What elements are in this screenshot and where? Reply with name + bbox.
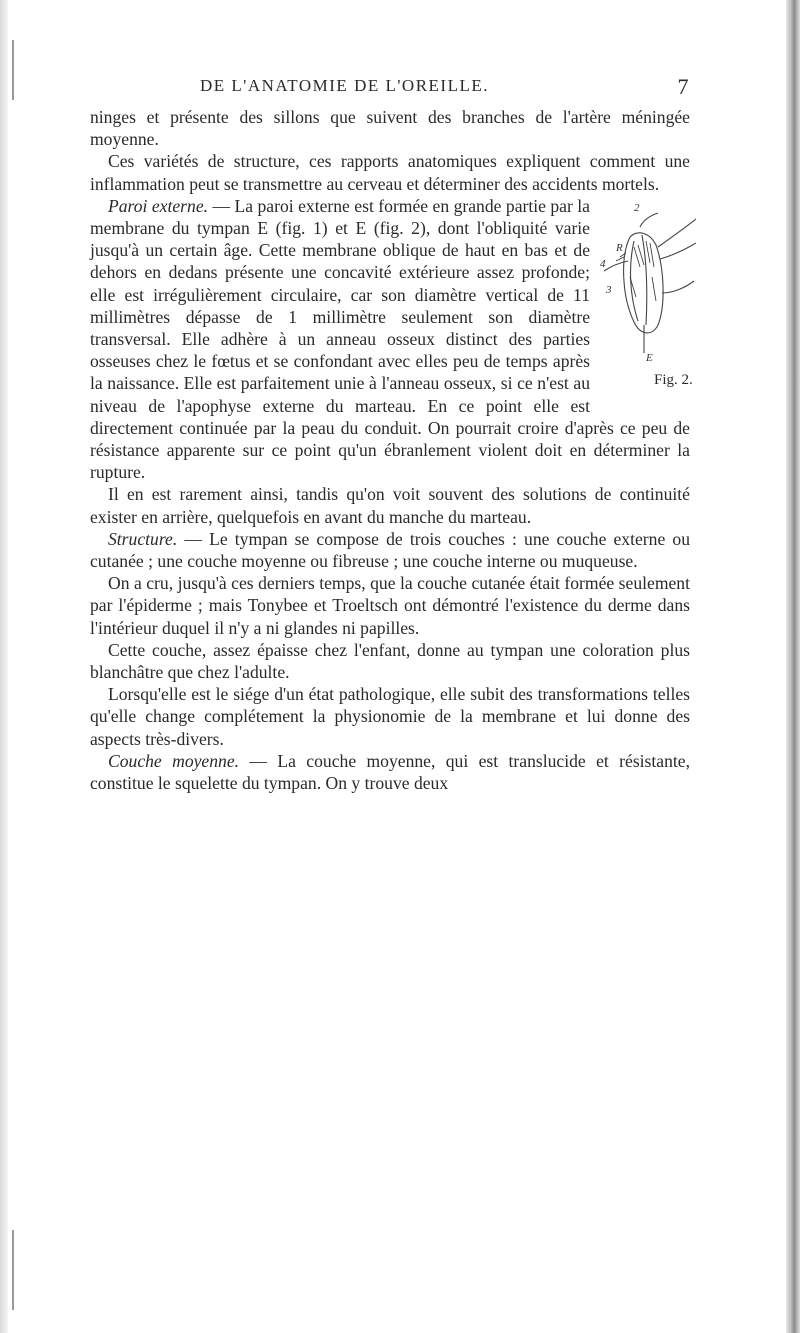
scan-rule-top bbox=[12, 40, 14, 100]
body-text bbox=[90, 106, 693, 794]
paragraph-8: Lorsqu'elle est le siége d'un état pathologique, elle subit des transformations telles qu'elle change complétement la physionomie de la membrane et lui donne des aspects très-divers. bbox=[90, 684, 690, 749]
page-number: 7 bbox=[677, 74, 690, 99]
label-3: 3 bbox=[606, 283, 612, 296]
label-e: E bbox=[646, 351, 653, 364]
running-title: DE L'ANATOMIE DE L'OREILLE. bbox=[200, 76, 489, 95]
paragraph-4: Il en est rarement ainsi, tandis qu'on voit souvent des solutions de continuité exister en arrière, quelquefois en avant du manche du marteau. bbox=[90, 484, 690, 527]
book-page bbox=[90, 74, 693, 794]
paragraph-5-text: — Le tympan se compose de trois couches : une couche externe ou cutanée ; une couche moyenne ou fibreuse ; une couche interne ou muqueuse. bbox=[90, 528, 690, 572]
paragraph-3-text: — La paroi externe est formée en grande partie par la membrane du tympan E (fig. 1) et E (fig. 2), dont l'obliquité varie jusqu'à un certain âge. Cette membrane oblique de haut en bas et de dehors en dedans présente une concavité extérieure assez profonde; elle est irrégulièrement circulaire, car son diamètre vertical de 11 millimètres dépasse de 1 millimètre seulement son diamètre transversal. Elle adhère à un anneau osseux distinct des parties osseuses chez le fœtus et se confondant avec elles peu de temps après la naissance. Elle est parfaitement unie à l'anneau osseux, si ce n'est au niveau de l'apophyse externe du marteau. En ce point elle est directement continuée par la peau du conduit. On pourrait croire d'après ce peu de résistance apparente sur ce point qu'un ébranlement violent doit en déterminer la rupture. bbox=[90, 195, 690, 483]
figure-2 bbox=[600, 197, 696, 397]
paragraph-5 bbox=[90, 528, 690, 572]
label-2: 2 bbox=[634, 201, 640, 214]
paragraph-9-text: — La couche moyenne, qui est translucide et résistante, constitue le squelette du tympan. On y trouve deux bbox=[90, 750, 690, 794]
paroi-externe-section bbox=[90, 195, 693, 484]
section-title-couche-moyenne: Couche moyenne. bbox=[108, 750, 240, 771]
scan-edge-right bbox=[786, 0, 800, 1333]
running-head bbox=[90, 76, 690, 104]
paragraph-7: Cette couche, assez épaisse chez l'enfant, donne au tympan une coloration plus blanchâtre que chez l'adulte. bbox=[90, 639, 690, 683]
paragraph-6: On a cru, jusqu'à ces derniers temps, que la couche cutanée était formée seulement par l'épiderme ; mais Tonybee et Troeltsch ont démontré l'existence du derme dans l'intérieur duquel il n'y a ni glandes ni papilles. bbox=[90, 573, 690, 638]
scan-rule-bottom bbox=[12, 1230, 14, 1310]
paragraph-1: ninges et présente des sillons que suivent des branches de l'artère méningée moyenne. bbox=[90, 107, 690, 150]
label-4: 4 bbox=[600, 257, 606, 270]
label-r: R bbox=[616, 241, 623, 254]
tympanic-membrane-illustration bbox=[600, 197, 696, 377]
paragraph-3 bbox=[90, 195, 693, 484]
figure-caption: Fig. 2. bbox=[654, 371, 693, 388]
section-title-paroi-externe: Paroi externe. bbox=[108, 195, 209, 216]
paragraph-2: Ces variétés de structure, ces rapports anatomiques expliquent comment une inflammation peut se transmettre au cerveau et déterminer des accidents mortels. bbox=[90, 151, 690, 194]
paragraph-9 bbox=[90, 750, 690, 794]
scan-edge-left bbox=[0, 0, 8, 1333]
section-title-structure: Structure. bbox=[108, 528, 178, 549]
